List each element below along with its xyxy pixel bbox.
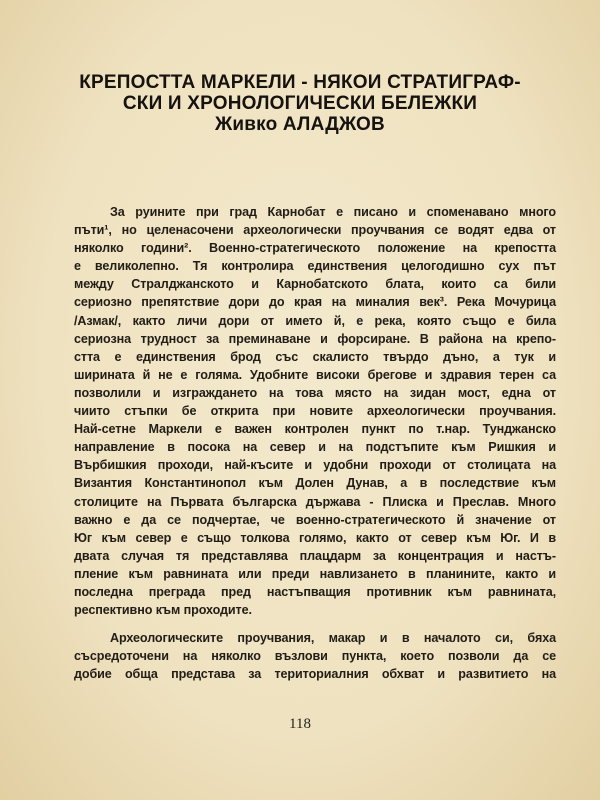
text-line: пление към равнината или преди навлизането в планините, както и [74,566,556,581]
text-line: двата случая тя представлява плацдарм за концентрация и настъ- [74,548,556,563]
text-line: Юг към север е също толкова голямо, както от север към Юг. И в [74,530,556,545]
text-line: Византия Константинопол към Долен Дунав, а в последствие към [74,476,556,491]
text-line: между Стралджанското и Карнобатското блата, които са били [74,277,556,292]
text-line: добие обща представа за териториалния обхват и развитието на [74,667,556,682]
text-line: ширината й не е голяма. Удобните високи брегове и здравия терен са [74,367,556,382]
text-line: респективно към проходите. [74,603,252,618]
author-name: Живко АЛАДЖОВ [215,114,385,135]
paragraph [74,203,556,619]
text-line: Върбишкия проходи, най-късите и удобни проходи от столицата на [74,458,556,473]
text-line: За руините при град Карнобат е писано и споменавано много [110,205,556,219]
text-line: е великолепно. Тя контролира единствения целогодишно сух път [74,259,556,274]
text-line: стта е единствения брод със скалисто твърдо дъно, а тук и [74,349,556,364]
title-line-2: СКИ И ХРОНОЛОГИЧЕСКИ БЕЛЕЖКИ [122,93,478,114]
title-line-1: КРЕПОСТТА МАРКЕЛИ - НЯКОИ СТРАТИГРАФ- [79,72,521,93]
text-line: съсредоточени на няколко възлови пункта, което позволи да се [74,649,556,664]
article-title [40,72,560,135]
text-line: важно е да се подчертае, че военно-стратегическото й значение от [74,512,556,527]
text-line: Археологическите проучвания, макар и в началото си, бяха [110,631,556,646]
text-line: столиците на Първата българска държава - Плиска и Преслав. Много [74,494,556,509]
text-line: позволили и изграждането на това място на зидан мост, една от [74,385,556,400]
text-line: няколко години². Военно-стратегическото положение на крепостта [74,241,556,256]
text-line: сериозна трудност за преминаване и форсиране. В района на крепо- [74,331,556,346]
text-line: последна преграда пред настъпващия противник към равнината, [74,584,556,599]
article-body [74,203,556,683]
page-number: 118 [289,716,311,732]
text-line: /Азмак/, както личи дори от името й, е река, която също е била [74,313,556,328]
paragraph-gap [74,619,556,629]
paragraph [74,629,556,683]
text-line: Най-сетне Маркели е важен контролен пункт по т.нар. Тунджанско [74,422,556,437]
text-line: пъти¹, но целенасочени археологически проучвания се водят едва от [74,223,556,238]
text-line: сериозно препятствие дори до края на миналия век³. Река Мочурица [74,295,556,310]
text-line: чиито стъпки бе открита при новите археологически проучвания. [74,404,556,419]
text-line: направление в посока на север и на подстъпите към Ришкия и [74,440,556,455]
